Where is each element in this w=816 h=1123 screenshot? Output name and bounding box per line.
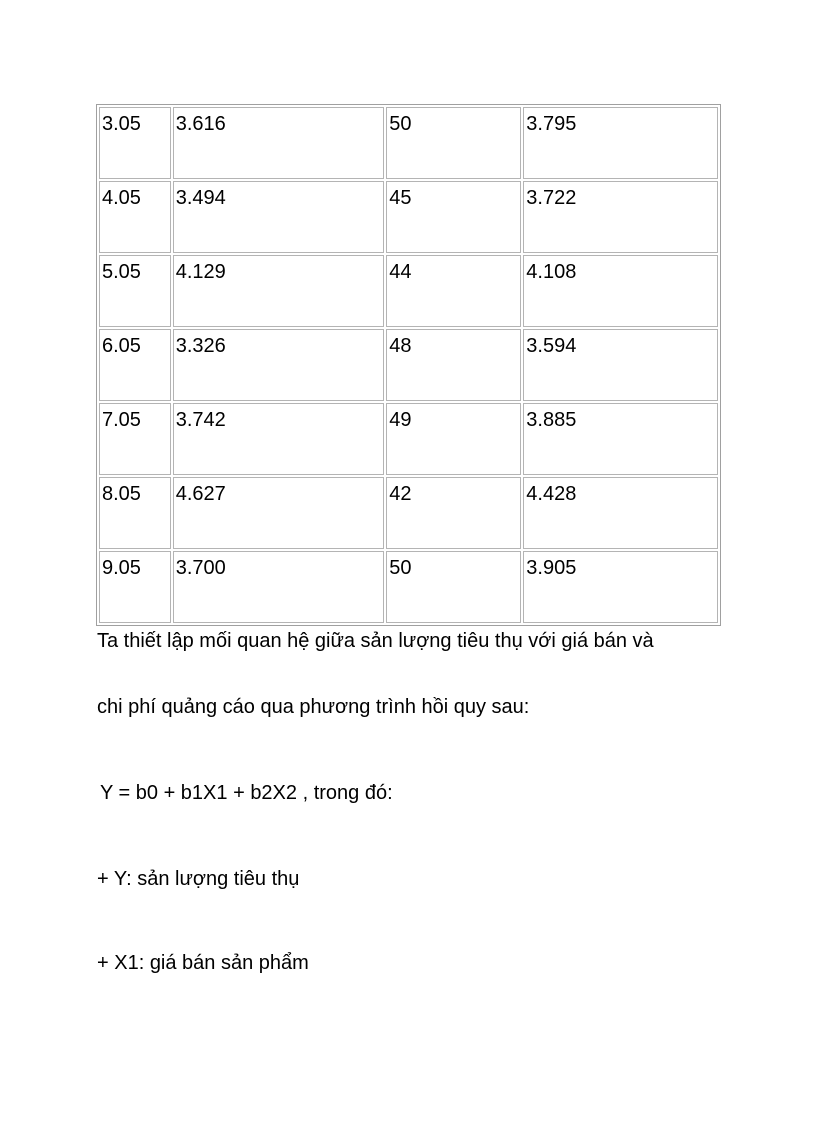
table-cell: 49 [386,403,521,475]
table-cell: 50 [386,107,521,179]
table-row [99,107,718,179]
table-cell: 4.05 [99,181,171,253]
table-cell: 48 [386,329,521,401]
table-row [99,403,718,475]
table-cell: 3.05 [99,107,171,179]
table-cell: 44 [386,255,521,327]
table-row [99,181,718,253]
table-cell: 6.05 [99,329,171,401]
definition-x1: + X1: giá bán sản phẩm [97,952,309,974]
table-cell: 45 [386,181,521,253]
table-row [99,329,718,401]
table-row [99,477,718,549]
definition-y: + Y: sản lượng tiêu thụ [97,868,300,890]
table-cell: 3.905 [523,551,718,623]
table-cell: 3.326 [173,329,385,401]
table-cell: 3.885 [523,403,718,475]
table-cell: 3.722 [523,181,718,253]
table-cell: 3.594 [523,329,718,401]
table-cell: 3.700 [173,551,385,623]
regression-equation: Y = b0 + b1X1 + b2X2 , trong đó: [100,782,393,804]
paragraph-line-2: chi phí quảng cáo qua phương trình hồi quy sau: [97,696,530,718]
table-cell: 4.627 [173,477,385,549]
table-cell: 4.129 [173,255,385,327]
table-cell: 3.742 [173,403,385,475]
table-cell: 3.795 [523,107,718,179]
table-cell: 3.616 [173,107,385,179]
table-cell: 8.05 [99,477,171,549]
table-row [99,255,718,327]
table-cell: 4.428 [523,477,718,549]
paragraph-line-1: Ta thiết lập mối quan hệ giữa sản lượng tiêu thụ với giá bán và [97,630,654,652]
table-cell: 3.494 [173,181,385,253]
table-cell: 7.05 [99,403,171,475]
table-cell: 50 [386,551,521,623]
table-cell: 4.108 [523,255,718,327]
table-cell: 42 [386,477,521,549]
table-row [99,551,718,623]
table-cell: 9.05 [99,551,171,623]
data-table [96,104,721,626]
table-cell: 5.05 [99,255,171,327]
